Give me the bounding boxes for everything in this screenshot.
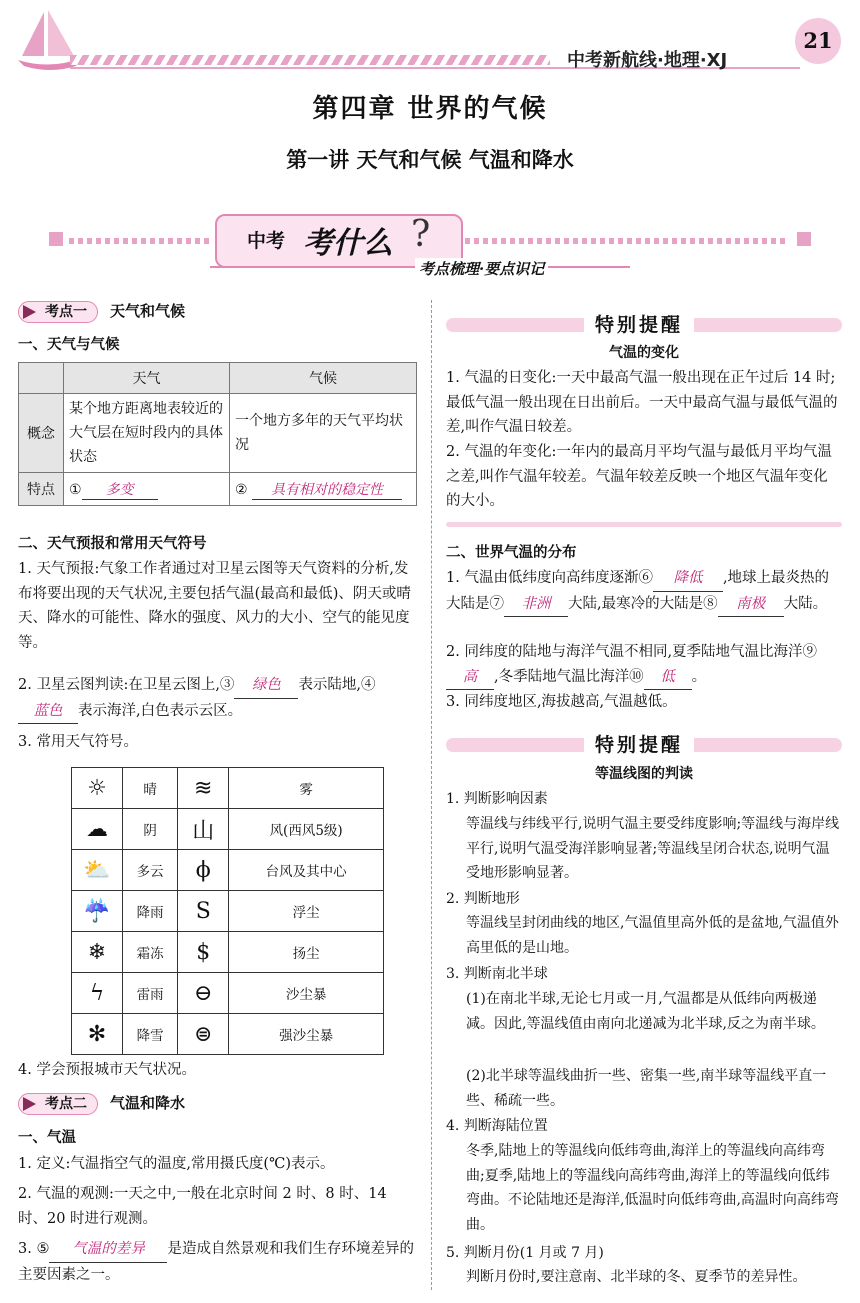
city-forecast-line: 4. 学会预报城市天气状况。 bbox=[18, 1062, 196, 1078]
topic-two-heading bbox=[18, 1092, 185, 1114]
symbol-row bbox=[72, 768, 384, 809]
table-header-climate: 气候 bbox=[230, 363, 417, 394]
tip-subtitle: 气温的变化 bbox=[609, 345, 679, 361]
temperature-observation: 2. 气温的观测:一天之中,一般在北京时间 2 时、8 时、14 时、20 时进行观测。 bbox=[18, 1186, 387, 1227]
isotherm-item-3a: (1)在南北半球,无论七月或一月,气温都是从低纬向两极递减。因此,等温线值由南向北递减为北半球,反之为南半球。 bbox=[466, 991, 825, 1032]
symbol-label: 强沙尘暴 bbox=[229, 1014, 384, 1055]
isotherm-item-4: 4. 判断海陆位置 bbox=[446, 1118, 548, 1134]
subheading-temperature: 一、气温 bbox=[18, 1130, 76, 1146]
answer-blank: 南极 bbox=[718, 592, 784, 618]
weather-concept: 某个地方距离地表较近的大气层在短时段内的具体状态 bbox=[64, 394, 230, 473]
floating-dust-icon: S bbox=[178, 891, 229, 932]
banner-subtitle: 考点梳理·要点识记 bbox=[415, 258, 548, 279]
banner-main: 考什么 bbox=[303, 226, 393, 261]
symbol-label: 霜冻 bbox=[123, 932, 178, 973]
blowing-dust-icon: $ bbox=[178, 932, 229, 973]
text: 大陆,最寒冷的大陆是⑧ bbox=[568, 595, 718, 612]
play-triangle-icon bbox=[23, 1097, 36, 1111]
symbol-row bbox=[72, 932, 384, 973]
isotherm-item-2-text: 等温线呈封闭曲线的地区,气温值里高外低的是盆地,气温值外高里低的是山地。 bbox=[466, 915, 839, 956]
sandstorm-icon: ⊖ bbox=[178, 973, 229, 1014]
isotherm-item-3: 3. 判断南北半球 bbox=[446, 966, 548, 982]
page-number: 21 bbox=[795, 18, 841, 64]
symbol-row bbox=[72, 1014, 384, 1055]
forecast-paragraph: 1. 天气预报:气象工作者通过对卫星云图等天气资料的分析,发布将要出现的天气状况,主要包括气温(最高和最低)、阴天或晴天、降水的可能性、降水的强度、风力的大小、空气的能见度等。 bbox=[18, 561, 411, 651]
symbol-label: 雷雨 bbox=[123, 973, 178, 1014]
isotherm-item-3b: (2)北半球等温线曲折一些、密集一些,南半球等温线平直一些、稀疏一些。 bbox=[466, 1068, 827, 1109]
text: ,地球上最炎热的大陆是⑦ bbox=[446, 570, 830, 612]
answer-blank: 降低 bbox=[653, 566, 723, 592]
isotherm-item-2: 2. 判断地形 bbox=[446, 891, 520, 907]
symbol-label: 扬尘 bbox=[229, 932, 384, 973]
tip-subtitle: 等温线图的判读 bbox=[595, 766, 693, 782]
table-header-weather: 天气 bbox=[64, 363, 230, 394]
topic-tag bbox=[18, 301, 98, 323]
severe-sandstorm-icon: ⊜ bbox=[178, 1014, 229, 1055]
weather-climate-table bbox=[18, 362, 417, 506]
table-corner bbox=[19, 363, 64, 394]
answer-blank: 气温的差异 bbox=[49, 1237, 167, 1263]
answer-blank: 非洲 bbox=[504, 592, 568, 618]
text: 。 bbox=[691, 668, 707, 685]
subheading-weather-climate: 一、天气与气候 bbox=[18, 337, 120, 353]
snow-icon: ✻ bbox=[72, 1014, 123, 1055]
tip-bottom-rule bbox=[446, 522, 842, 527]
answer-blank: 多变 bbox=[82, 479, 158, 500]
symbol-label: 多云 bbox=[123, 850, 178, 891]
temperature-difference bbox=[18, 1237, 418, 1287]
isotherm-item-4-text: 冬季,陆地上的等温线向低纬弯曲,海洋上的等温线向高纬弯曲;夏季,陆地上的等温线向高纬弯曲,海洋上的等温线向低纬弯曲。不论陆地还是海洋,低温时向低纬弯曲,高温时向高纬弯曲。 bbox=[466, 1143, 839, 1233]
special-tip-bar bbox=[446, 310, 842, 340]
annual-variation: 2. 气温的年变化:一年内的最高月平均气温与最低月平均气温之差,叫作气温年较差。气温年较差反映一个地区气温年变化的大小。 bbox=[446, 444, 832, 509]
satellite-paragraph bbox=[18, 673, 418, 724]
page-header bbox=[0, 0, 860, 80]
rain-icon: ☔ bbox=[72, 891, 123, 932]
topic-title: 天气和气候 bbox=[110, 302, 186, 320]
text: 2. 卫星云图判读:在卫星云图上,③ bbox=[18, 677, 235, 693]
climate-concept: 一个地方多年的天气平均状况 bbox=[230, 394, 417, 473]
banner-dots-right bbox=[465, 238, 785, 244]
text: ,冬季陆地气温比海洋⑩ bbox=[494, 668, 644, 685]
text: 大陆。 bbox=[783, 595, 828, 612]
banner-square bbox=[49, 232, 63, 246]
play-triangle-icon bbox=[23, 305, 36, 319]
symbol-row bbox=[72, 809, 384, 850]
text: 表示陆地,④ bbox=[298, 677, 376, 693]
header-dotted-rule bbox=[70, 55, 550, 65]
special-tip-label: 特别提醒 bbox=[584, 310, 694, 336]
cloud-icon: ☁ bbox=[72, 809, 123, 850]
row-label-concept: 概念 bbox=[19, 394, 64, 473]
typhoon-icon: ϕ bbox=[178, 850, 229, 891]
symbol-row bbox=[72, 850, 384, 891]
blank-number: ① bbox=[69, 481, 82, 498]
topic-tag-label: 考点二 bbox=[45, 1096, 87, 1112]
symbol-row bbox=[72, 891, 384, 932]
weather-feature bbox=[64, 473, 230, 506]
weather-symbols-table bbox=[71, 767, 384, 1055]
series-title: 中考新航线·地理·XJ bbox=[567, 50, 728, 71]
text: 3. ⑤ bbox=[18, 1241, 50, 1257]
thunderstorm-icon: ϟ bbox=[72, 973, 123, 1014]
isotherm-item-1: 1. 判断影响因素 bbox=[446, 791, 548, 807]
topic-one-heading bbox=[18, 300, 185, 322]
sun-icon: ☼ bbox=[72, 768, 123, 809]
banner-dots-left bbox=[69, 238, 209, 244]
isotherm-item-5-text: 判断月份时,要注意南、北半球的冬、夏季节的差异性。 bbox=[466, 1269, 807, 1285]
isotherm-item-1-text: 等温线与纬线平行,说明气温主要受纬度影响;等温线与海岸线平行,说明气温受海洋影响显著;等温线呈闭合状态,说明气温受地形影响显著。 bbox=[466, 816, 840, 881]
blank-number: ② bbox=[235, 481, 248, 498]
text: 1. 气温由低纬度向高纬度逐渐⑥ bbox=[446, 570, 653, 586]
lecture-title: 第一讲 天气和气候 气温和降水 bbox=[286, 147, 574, 172]
symbol-label: 降雪 bbox=[123, 1014, 178, 1055]
subheading-distribution: 二、世界气温的分布 bbox=[446, 545, 577, 561]
answer-blank: 高 bbox=[446, 665, 494, 691]
special-tip-bar bbox=[446, 730, 842, 760]
symbol-label: 沙尘暴 bbox=[229, 973, 384, 1014]
banner-question-mark: ? bbox=[411, 214, 431, 255]
fog-icon: ≋ bbox=[178, 768, 229, 809]
topic-tag-label: 考点一 bbox=[45, 304, 87, 320]
climate-feature bbox=[230, 473, 417, 506]
text: 是造成自然景观和我们生存环境差异的主要因素之一。 bbox=[18, 1241, 414, 1283]
banner-square bbox=[797, 232, 811, 246]
subheading-forecast: 二、天气预报和常用天气符号 bbox=[18, 536, 207, 552]
chapter-title: 第四章 世界的气候 bbox=[312, 94, 548, 124]
topic-title: 气温和降水 bbox=[110, 1094, 186, 1112]
isotherm-item-5: 5. 判断月份(1 月或 7 月) bbox=[446, 1245, 604, 1261]
banner-prefix: 中考 bbox=[247, 230, 286, 252]
answer-blank: 低 bbox=[644, 665, 692, 691]
symbol-label: 晴 bbox=[123, 768, 178, 809]
text: 表示海洋,白色表示云区。 bbox=[78, 702, 243, 719]
answer-blank: 具有相对的稳定性 bbox=[252, 479, 402, 500]
daily-variation: 1. 气温的日变化:一天中最高气温一般出现在正午过后 14 时;最低气温一般出现在日出前后。一天中最高气温与最低气温的差,叫作气温日较差。 bbox=[446, 370, 838, 435]
answer-blank: 蓝色 bbox=[18, 699, 78, 725]
symbols-intro: 3. 常用天气符号。 bbox=[18, 734, 138, 750]
wind-icon: 山 bbox=[178, 809, 229, 850]
banner bbox=[45, 208, 815, 280]
symbol-label: 降雨 bbox=[123, 891, 178, 932]
answer-blank: 绿色 bbox=[234, 673, 298, 699]
column-divider bbox=[431, 300, 432, 1290]
special-tip-label: 特别提醒 bbox=[584, 730, 694, 756]
symbol-label: 雾 bbox=[229, 768, 384, 809]
symbol-label: 阴 bbox=[123, 809, 178, 850]
distribution-paragraph-2 bbox=[446, 640, 842, 690]
distribution-paragraph-1 bbox=[446, 566, 842, 617]
symbol-label: 风(西风5级) bbox=[229, 809, 384, 850]
temperature-definition: 1. 定义:气温指空气的温度,常用摄氏度(℃)表示。 bbox=[18, 1156, 335, 1172]
symbol-label: 浮尘 bbox=[229, 891, 384, 932]
symbol-row bbox=[72, 973, 384, 1014]
text: 2. 同纬度的陆地与海洋气温不相同,夏季陆地气温比海洋⑨ bbox=[446, 644, 818, 660]
row-label-feature: 特点 bbox=[19, 473, 64, 506]
distribution-paragraph-3: 3. 同纬度地区,海拔越高,气温越低。 bbox=[446, 694, 677, 710]
frost-icon: ❄ bbox=[72, 932, 123, 973]
partly-cloudy-icon: ⛅ bbox=[72, 850, 123, 891]
symbol-label: 台风及其中心 bbox=[229, 850, 384, 891]
topic-tag bbox=[18, 1093, 98, 1115]
